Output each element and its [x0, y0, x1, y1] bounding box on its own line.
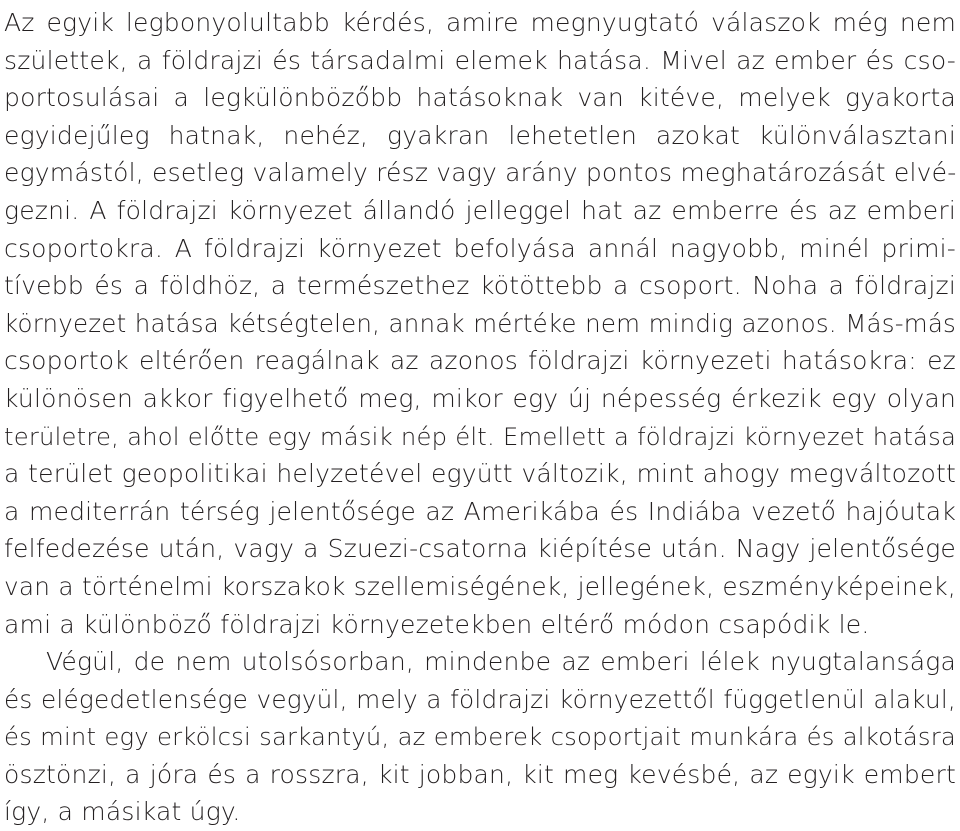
text-line: csoportokra. A földrajzi környezet befolyása annál nagyobb, minél primi- — [4, 233, 956, 263]
paragraph — [4, 643, 956, 831]
text-line: és mint egy erkölcsi sarkantyú, az emberek csoportjait munkára és alkotásra — [4, 722, 956, 752]
paragraph — [4, 4, 956, 643]
text-line: így, a másikat úgy. — [4, 797, 241, 827]
text-line: csoportok eltérően reagálnak az azonos földrajzi környezeti hatásokra: ez — [4, 346, 956, 376]
text-line: van a történelmi korszakok szellemiségének, jellegének, eszményképeinek, — [4, 571, 956, 601]
text-line: gezni. A földrajzi környezet állandó jelleggel hat az emberre és az emberi — [4, 195, 956, 225]
text-line: egyidejűleg hatnak, nehéz, gyakran lehetetlen azokat különválasztani — [4, 120, 956, 150]
text-line: felfedezése után, vagy a Szuezi-csatorna kiépítése után. Nagy jelentősége — [4, 534, 956, 564]
text-line: különösen akkor figyelhető meg, mikor egy új népesség érkezik egy olyan — [4, 383, 956, 413]
text-line: tívebb és a földhöz, a természethez kötöttebb a csoport. Noha a földrajzi — [4, 271, 956, 301]
text-line: ami a különböző földrajzi környezetekben eltérő módon csapódik le. — [4, 609, 870, 639]
text-line: születtek, a földrajzi és társadalmi elemek hatása. Mivel az ember és cso- — [4, 45, 956, 75]
text-line: portosulásai a legkülönbözőbb hatásoknak van kitéve, melyek gyakorta — [4, 83, 956, 113]
text-line: a mediterrán térség jelentősége az Amerikába és Indiába vezető hajóutak — [4, 496, 956, 526]
text-line: Végül, de nem utolsósorban, mindenbe az emberi lélek nyugtalansága — [46, 647, 956, 677]
text-line: a terület geopolitikai helyzetével együtt változik, mint ahogy megváltozott — [4, 459, 956, 489]
text-line: és elégedetlensége vegyül, mely a földrajzi környezettől függetlenül alakul, — [4, 684, 956, 714]
text-line: Az egyik legbonyolultabb kérdés, amire megnyugtató válaszok még nem — [4, 8, 956, 37]
text-line: ösztönzi, a jóra és a rosszra, kit jobban, kit meg kevésbé, az egyik embert — [4, 759, 956, 789]
text-line: környezet hatása kétségtelen, annak mértéke nem mindig azonos. Más-más — [4, 308, 956, 338]
text-line: egymástól, esetleg valamely rész vagy arány pontos meghatározását elvé- — [4, 158, 956, 188]
text-line: területre, ahol előtte egy másik nép élt. Emellett a földrajzi környezet hatása — [4, 421, 956, 451]
